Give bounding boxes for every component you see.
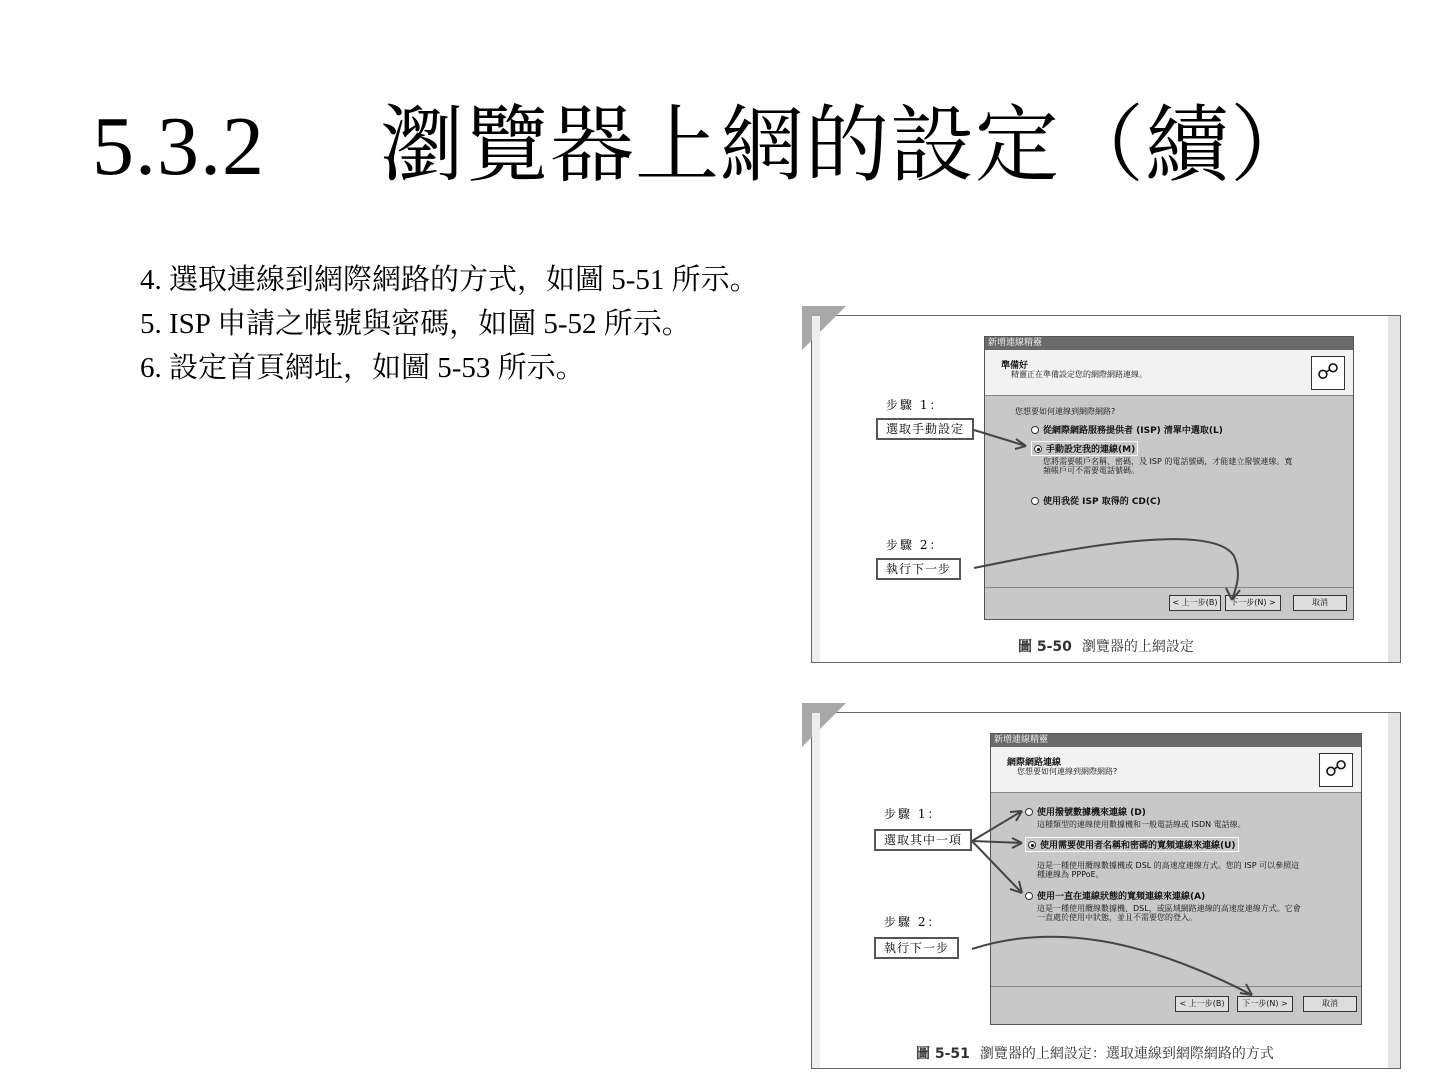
bullet-item: 5. ISP 申請之帳號與密碼，如圖 5-52 所示。 [140, 308, 691, 340]
arrow-icon [812, 713, 1402, 1070]
figure-5-50 [811, 315, 1401, 663]
option-label: 從網際網路服務提供者 (ISP) 清單中選取(L) [1043, 426, 1223, 436]
question-text: 您想要如何連線到網際網路? [1015, 407, 1116, 416]
step1-label: 步驟 1： [884, 807, 942, 821]
header-subtitle: 精靈正在準備設定您的網際網路連線。 [1011, 370, 1147, 379]
slide-title [92, 78, 1315, 199]
caption-number: 圖 5-50 [1018, 639, 1072, 655]
section-number: 5.3.2 [92, 100, 265, 193]
arrow-icon [812, 316, 1402, 664]
caption-number: 圖 5-51 [916, 1046, 970, 1062]
back-button[interactable]: < 上一步(B) [1175, 996, 1229, 1012]
section-title: 瀏覽器上網的設定（續） [380, 100, 1316, 193]
next-button[interactable]: 下一步(N) > [1237, 996, 1293, 1012]
bullet-item: 4. 選取連線到網際網路的方式，如圖 5-51 所示。 [140, 264, 759, 296]
step2-label: 步驟 2： [886, 538, 944, 552]
network-plug-icon: ☍ [1319, 753, 1353, 787]
figure-caption [916, 1043, 1274, 1063]
option-label: 使用撥號數據機來連線 (D) [1037, 808, 1146, 818]
dialog-title-bar: 新增連線精靈 [991, 734, 1361, 747]
next-button[interactable]: 下一步(N) > [1225, 595, 1281, 611]
figure-5-51 [811, 712, 1401, 1069]
step1-callout: 選取手動設定 [876, 418, 974, 440]
option-label: 使用我從 ISP 取得的 CD(C) [1043, 497, 1161, 507]
option-description: 您將需要帳戶名稱、密碼，及 ISP 的電話號碼，才能建立撥號連線。寬 [1043, 457, 1293, 466]
header-title: 準備好 [1001, 361, 1029, 371]
step2-callout: 執行下一步 [874, 937, 959, 959]
option-description: 頻帳戶可不需要電話號碼。 [1043, 466, 1139, 475]
option-description: 這是一種使用纜線數據機、DSL，或區域網路連線的高速度連線方式。它會 [1037, 904, 1301, 913]
back-button[interactable]: < 上一步(B) [1169, 595, 1221, 611]
option-description: 種連線為 PPPoE。 [1037, 870, 1104, 879]
cancel-button[interactable]: 取消 [1303, 996, 1357, 1012]
caption-text: 瀏覽器的上網設定：選取連線到網際網路的方式 [979, 1046, 1274, 1062]
bullet-list [140, 258, 759, 390]
option-description: 這種類型的連線使用數據機和一般電話線或 ISDN 電話線。 [1037, 820, 1246, 829]
step1-callout: 選取其中一項 [874, 829, 972, 851]
figure-caption [1018, 636, 1194, 656]
header-title: 網際網路連線 [1007, 758, 1062, 768]
option-label: 手動設定我的連線(M) [1046, 445, 1136, 455]
option-description: 一直處於使用中狀態，並且不需要您的登入。 [1037, 913, 1197, 922]
dialog-title-bar: 新增連線精靈 [985, 337, 1353, 350]
network-plug-icon: ☍ [1311, 356, 1345, 390]
step1-label: 步驟 1： [886, 398, 944, 412]
step2-label: 步驟 2： [884, 915, 942, 929]
option-label: 使用需要使用者名稱和密碼的寬頻連線來連線(U) [1040, 841, 1236, 851]
cancel-button[interactable]: 取消 [1293, 595, 1347, 611]
header-subtitle: 您想要如何連線到網際網路? [1017, 767, 1118, 776]
option-description: 這是一種使用纜線數據機或 DSL 的高速度連線方式。您的 ISP 可以參照這 [1037, 861, 1300, 870]
option-label: 使用一直在連線狀態的寬頻連線來連線(A) [1037, 892, 1206, 902]
bullet-item: 6. 設定首頁網址，如圖 5-53 所示。 [140, 352, 585, 384]
step2-callout: 執行下一步 [876, 558, 961, 580]
caption-text: 瀏覽器的上網設定 [1081, 639, 1194, 655]
